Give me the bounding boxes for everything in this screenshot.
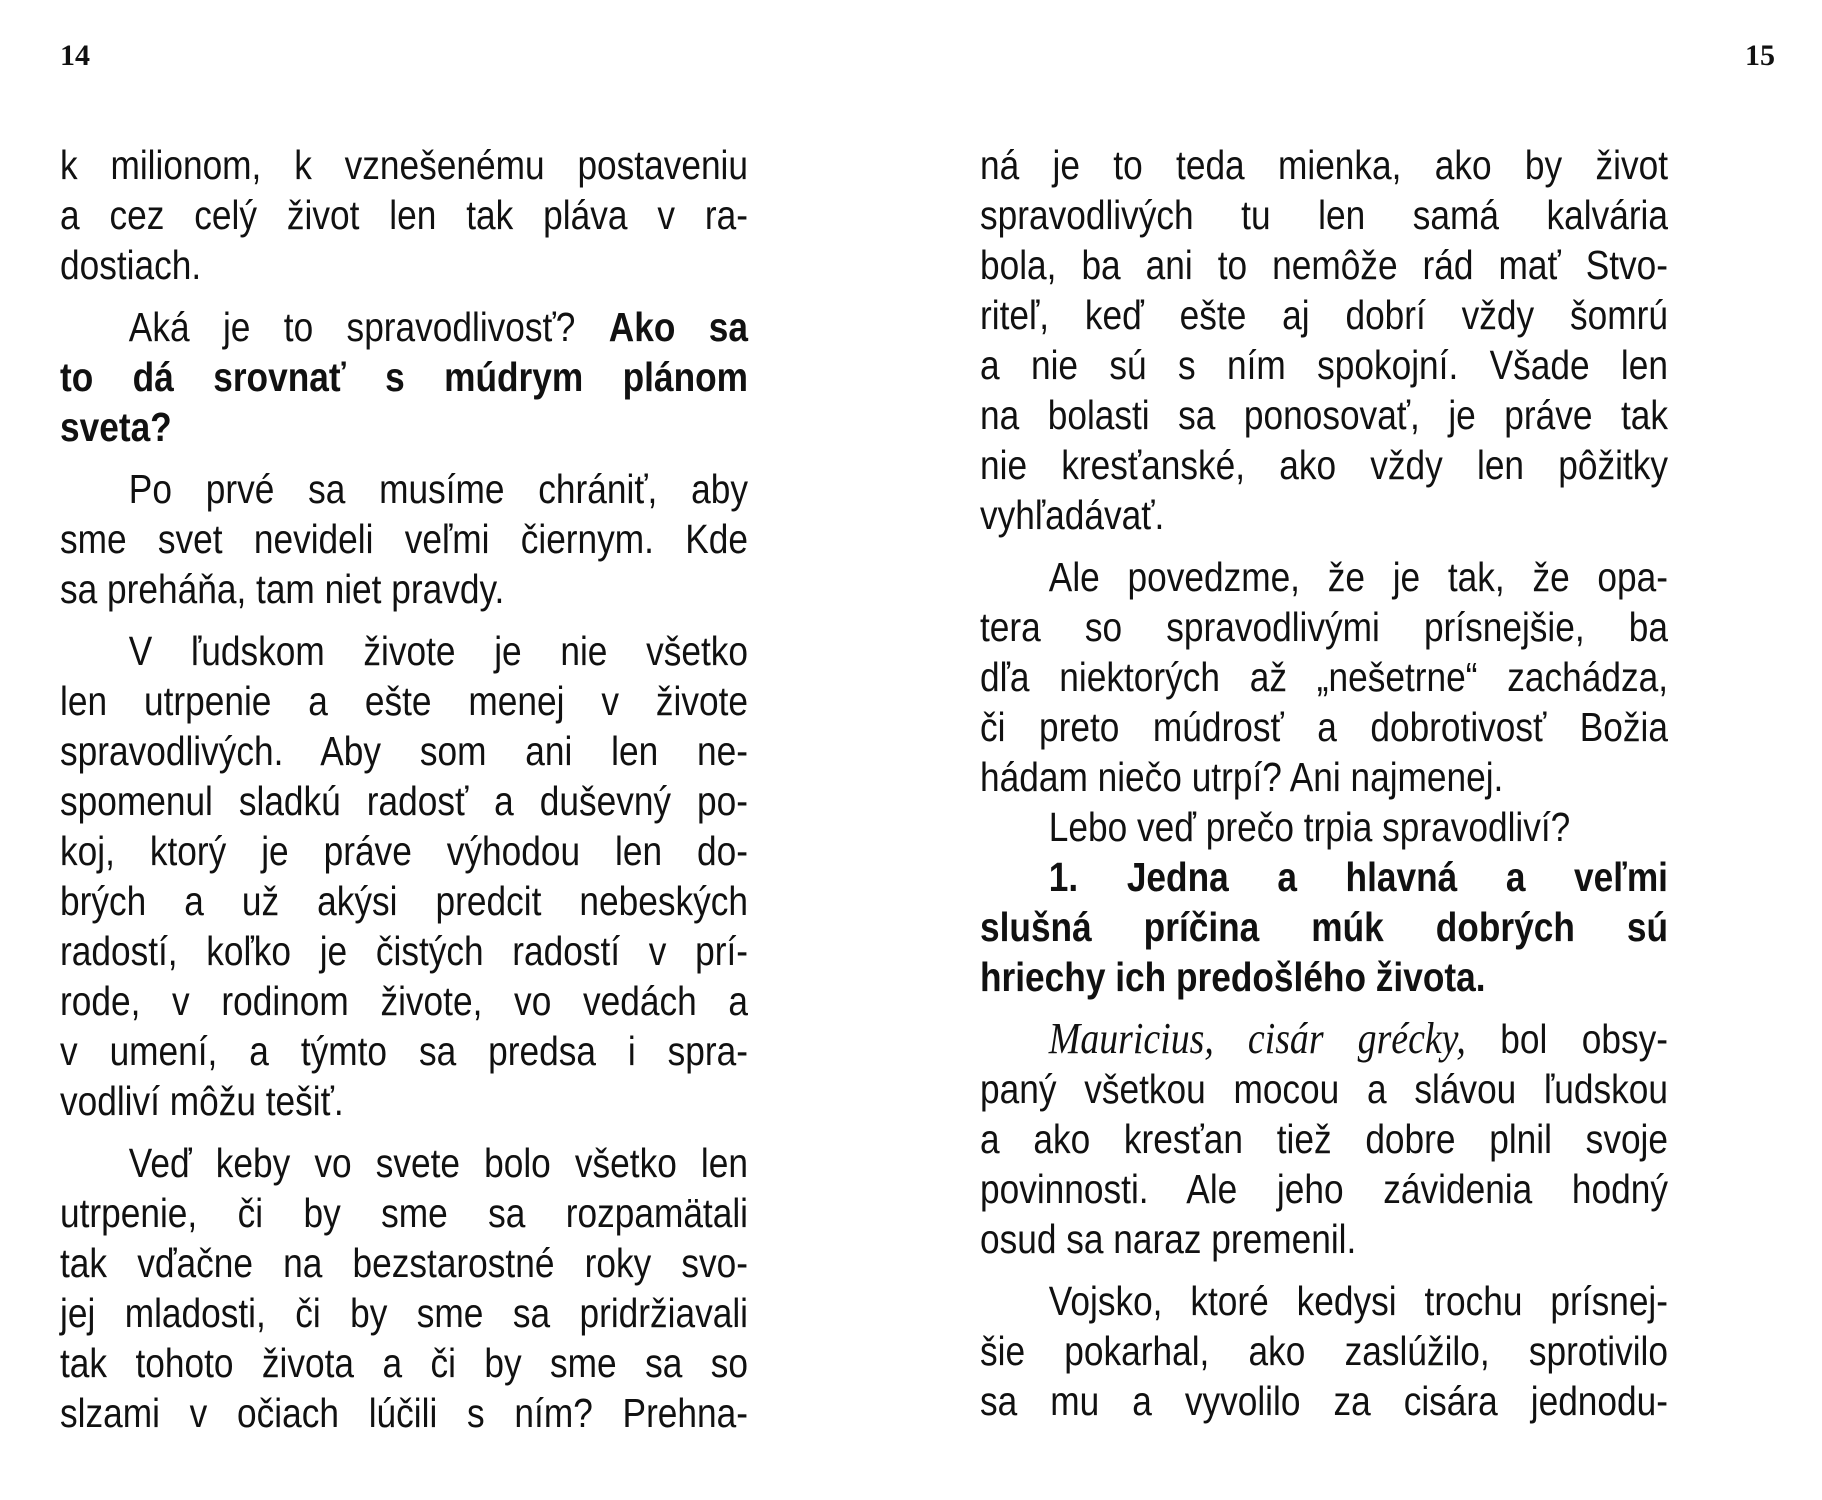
text-line: k milionom, k vznešenému postaveniu [60, 142, 748, 188]
italic-name: Mauricius, cisár grécky, [1048, 1014, 1466, 1063]
text-line: rode, v rodinom živote, vo vedách a [60, 978, 748, 1024]
text-line: nie kresťanské, ako vždy len pôžitky [980, 442, 1668, 488]
text-line: tak vďačne na bezstarostné roky svo- [60, 1240, 748, 1286]
text-line: Ale povedzme, že je tak, že opa- [1048, 554, 1668, 600]
text-line [980, 1014, 1668, 1064]
text-line: tera so spravodlivými prísnejšie, ba [980, 604, 1668, 650]
left-page-text [60, 140, 748, 1438]
text-line: dľa niektorých až „nešetrne“ zachádza, [980, 654, 1668, 700]
right-page-text [980, 140, 1668, 1426]
text-line-bold: to dá srovnať s múdrym plánom [60, 354, 748, 400]
text-line: spravodlivých tu len samá kalvária [980, 192, 1668, 238]
section-number: 1. [1048, 854, 1079, 900]
page-number-left: 14 [60, 39, 90, 72]
text-line: či preto múdrosť a dobrotivosť Božia [980, 704, 1668, 750]
text-line: v umení, a týmto sa predsa i spra- [60, 1028, 748, 1074]
text-line: a cez celý život len tak pláva v ra- [60, 192, 748, 238]
text-line: brých a už akýsi predcit nebeských [60, 878, 748, 924]
text-line: radostí, koľko je čistých radostí v prí- [60, 928, 748, 974]
text-line-bold: sveta? [60, 404, 172, 450]
text-line: len utrpenie a ešte menej v živote [60, 678, 748, 724]
text-line: bola, ba ani to nemôže rád mať Stvo- [980, 242, 1668, 288]
text-span: bol obsy- [1500, 1016, 1668, 1062]
text-line: Veď keby vo svete bolo všetko len [128, 1140, 749, 1186]
page-number-right: 15 [1745, 39, 1775, 72]
text-line: hádam niečo utrpí? Ani najmenej. [980, 754, 1504, 800]
question-text: Aká je to spravodlivosť? [128, 304, 576, 350]
section-heading-line: slušná príčina múk dobrých sú [980, 904, 1668, 950]
text-line: osud sa naraz premenil. [980, 1216, 1357, 1262]
text-line: spomenul sladkú radosť a duševný po- [60, 778, 748, 824]
text-line: na bolasti sa ponosovať, je práve tak [980, 392, 1668, 438]
question-bold-text: Ako sa [608, 304, 748, 350]
text-line: vodliví môžu tešiť. [60, 1078, 344, 1124]
text-line: Lebo veď prečo trpia spravodliví? [1048, 804, 1571, 850]
text-line: sa mu a vyvolilo za cisára jednodu- [980, 1378, 1668, 1424]
section-heading-line: hriechy ich predošlého života. [980, 954, 1486, 1000]
text-line: V ľudskom živote je nie všetko [128, 628, 749, 674]
text-line: sa preháňa, tam niet pravdy. [60, 566, 505, 612]
text-line: koj, ktorý je práve výhodou len do- [60, 828, 748, 874]
text-line: povinnosti. Ale jeho závidenia hodný [980, 1166, 1668, 1212]
text-line: slzami v očiach lúčili s ním? Prehna- [60, 1390, 748, 1436]
text-line: Vojsko, ktoré kedysi trochu prísnej- [1048, 1278, 1668, 1324]
text-line: šie pokarhal, ako zaslúžilo, sprotivilo [980, 1328, 1668, 1374]
section-heading-line [980, 852, 1668, 902]
text-line: Po prvé sa musíme chrániť, aby [128, 466, 749, 512]
text-line: sme svet nevideli veľmi čiernym. Kde [60, 516, 748, 562]
text-line: a nie sú s ním spokojní. Všade len [980, 342, 1668, 388]
text-line: ná je to teda mienka, ako by život [980, 142, 1668, 188]
text-line: dostiach. [60, 242, 202, 288]
text-line: riteľ, keď ešte aj dobrí vždy šomrú [980, 292, 1668, 338]
text-line: tak tohoto života a či by sme sa so [60, 1340, 748, 1386]
text-line: paný všetkou mocou a slávou ľudskou [980, 1066, 1668, 1112]
text-line: a ako kresťan tiež dobre plnil svoje [980, 1116, 1668, 1162]
section-heading-text: Jedna a hlavná a veľmi [1126, 854, 1668, 900]
text-line: jej mladosti, či by sme sa pridržiavali [60, 1290, 748, 1336]
text-line: spravodlivých. Aby som ani len ne- [60, 728, 748, 774]
question-line [60, 302, 748, 352]
text-line: vyhľadávať. [980, 492, 1165, 538]
text-line: utrpenie, či by sme sa rozpamätali [60, 1190, 748, 1236]
